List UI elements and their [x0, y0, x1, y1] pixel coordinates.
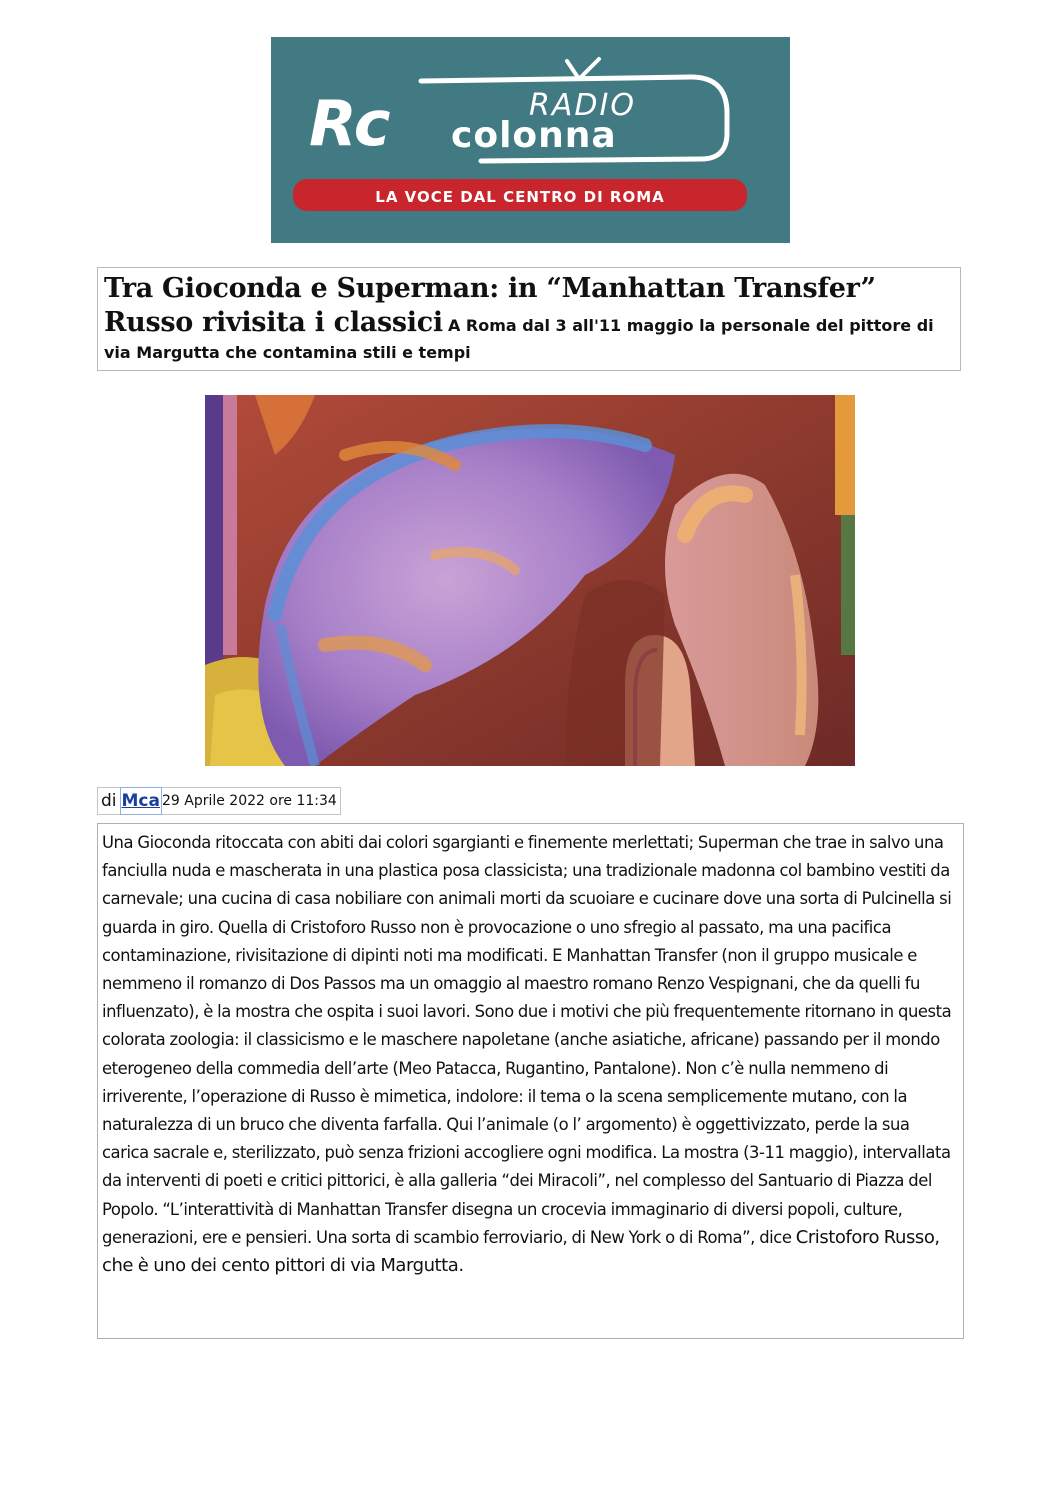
logo-name: colonna [451, 115, 617, 156]
article-body-tail: Cristoforo Russo, che è uno dei cento pittori di via Margutta. [102, 1226, 940, 1277]
logo-graphic [271, 37, 790, 243]
article-image [205, 395, 855, 766]
logo-tagline: LA VOCE DAL CENTRO DI ROMA [375, 188, 665, 206]
publish-date: 29 Aprile 2022 ore 11:34 [161, 793, 337, 809]
author-link[interactable]: Mca [121, 788, 161, 814]
article-body-text [102, 829, 960, 1280]
logo-mark: Rc [309, 87, 388, 160]
article-body [97, 823, 964, 1339]
byline-prefix: di [101, 791, 117, 811]
byline [97, 787, 341, 815]
article-subtitle: A Roma dal 3 all'11 maggio la personale del pittore di via Margutta che contamina stili e tempi [104, 316, 934, 362]
article-title: Tra Gioconda e Superman: in “Manhattan Transfer” Russo rivisita i classici [104, 273, 876, 338]
article-body-main: Una Gioconda ritoccata con abiti dai colori sgargianti e finemente merlettati; Superman che trae in salvo una fanciulla nuda e mascherata in una plastica posa classicista; una tradizionale madonna col bambino vestiti da carnevale; una cucina di casa nobiliare con animali morti da scuoiare e cucinare dove una sorta di Pulcinella si guarda in giro. Quella di Cristoforo Russo non è provocazione o uno sfregio al passato, ma una pacifica contaminazione, rivisitazione di dipinti noti ma modificati. E Manhattan Transfer (non il gruppo musicale e nemmeno il romanzo di Dos Passos ma un omaggio al maestro romano Renzo Vespignani, che da quelli fu influenzato), è la mostra che ospita i suoi lavori. Sono due i motivi che più frequentemente ritornano in questa colorata zoologia: il classicismo e le maschere napoletane (anche asiatiche, africane) passando per il mondo eterogeneo della commedia dell’arte (Meo Patacca, Rugantino, Pantalone). Non c’è nulla nemmeno di irriverente, l’operazione di Russo è mimetica, indolore: il tema o la scena semplicemente mutano, con la naturalezza di un bruco che diventa farfalla. Qui l’animale (o l’ argomento) è oggettivizzato, perde la sua carica sacrale e, sterilizzato, può senza frizioni accogliere ogni modifica. La mostra (3-11 maggio), intervallata da interventi di poeti e critici pittorici, è alla galleria “dei Miracoli”, nel complesso del Santuario di Piazza del Popolo. “L’interattività di Manhattan Transfer disegna un crocevia immaginario di diversi popoli, culture, generazioni, ere e pensieri. Una sorta di scambio ferroviario, di New York o di Roma”, dice [102, 833, 952, 1247]
radio-colonna-logo [271, 37, 790, 243]
logo-radio: RADIO [529, 88, 636, 123]
painting-image [205, 395, 855, 766]
article-header [97, 267, 961, 371]
